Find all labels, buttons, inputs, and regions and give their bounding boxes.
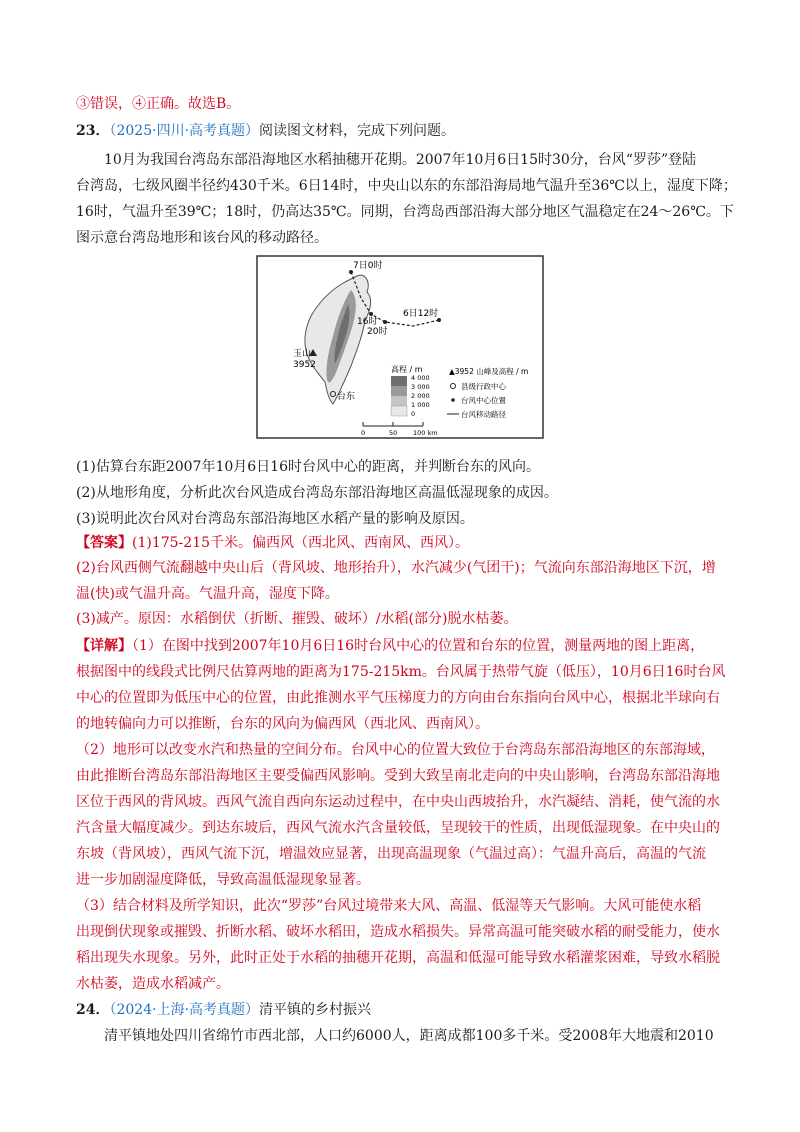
legend-elev-2000: 2 000 bbox=[411, 392, 430, 400]
legend-elevation-title: 高程 / m bbox=[391, 365, 423, 374]
detail-2-line-5: 东坡（背风坡），西风气流下沉，增温效应显著，出现高温现象（气温过高）：气温升高后，高温的气流 bbox=[76, 846, 706, 862]
legend-elev-1000: 1 000 bbox=[411, 401, 430, 409]
question-source: （2025·四川·高考真题） bbox=[109, 123, 260, 139]
legend-peak: ▲3952 山峰及高程 / m bbox=[449, 367, 529, 376]
detail-2-line-1: （2）地形可以改变水汽和热量的空间分布。台风中心的位置大致位于台湾岛东部沿海地区的东部海域， bbox=[76, 742, 715, 758]
detail-2-line-6: 进一步加剧湿度降低，导致高温低湿现象显著。 bbox=[76, 872, 370, 888]
legend-path: 台风移动路径 bbox=[461, 410, 506, 419]
label-taidong: 台东 bbox=[337, 392, 356, 402]
detail-1-line-2: 根据图中的线段式比例尺估算两地的距离为175-215km。台风属于热带气旋（低压），10月6日16时台风 bbox=[76, 664, 726, 680]
question-24-header bbox=[76, 1000, 726, 1020]
typhoon-center-20 bbox=[369, 312, 373, 316]
legend-county: 县级行政中心 bbox=[461, 382, 506, 391]
label-20: 20时 bbox=[367, 327, 388, 337]
legend-elev-0: 0 bbox=[411, 410, 416, 418]
scale-50: 50 bbox=[389, 429, 398, 437]
detail-tag: 【详解】 bbox=[76, 638, 132, 654]
legend-center: 台风中心位置 bbox=[461, 396, 506, 405]
detail-2-line-2: 由此推断台湾岛东部沿海地区主要受偏西风影响。受到大致呈南北走向的中央山影响，台湾岛东部沿海地 bbox=[76, 768, 720, 784]
question-23-header bbox=[76, 121, 726, 141]
scale-0: 0 bbox=[361, 429, 366, 437]
detail-1-line-4: 的地转偏向力可以推断，台东的风向为偏西风（西北风、西南风）。 bbox=[76, 716, 489, 732]
label-6d12: 6日12时 bbox=[403, 309, 439, 319]
q24-material-line-1: 清平镇地处四川省绵竹市西北部，人口约6000人，距离成都100多千米。受2008年大地震和2010 bbox=[104, 1028, 714, 1044]
detail-3-line-1: （3）结合材料及所学知识，此次“罗莎”台风过境带来大风、高温、低湿等天气影响。大风可能使水稻 bbox=[76, 898, 702, 914]
question-24-source: （2024·上海·高考真题） bbox=[109, 1002, 260, 1018]
question-24-number: 24． bbox=[76, 1002, 110, 1018]
label-yushan: 玉山 bbox=[293, 349, 312, 359]
material-line-2: 台湾岛，七级风圈半径约430千米。6日14时，中央山以东的东部沿海局地气温升至36℃以上，湿度下降； bbox=[76, 178, 737, 194]
sub-question-2: (2)从地形角度，分析此次台风造成台湾岛东部沿海地区高温低湿现象的成因。 bbox=[76, 485, 558, 501]
typhoon-center-16 bbox=[383, 320, 387, 324]
material-line-1: 10月为我国台湾岛东部沿海地区水稻抽穗开花期。2007年10月6日15时30分，台风“罗莎”登陆 bbox=[104, 152, 697, 168]
taiwan-typhoon-map bbox=[253, 254, 547, 440]
question-number: 23． bbox=[76, 123, 110, 139]
legend-center-icon bbox=[451, 398, 455, 402]
answer-tag: 【答案】 bbox=[76, 535, 132, 551]
detail-1-line-3: 中心的位置即为低压中心的位置，由此推测水平气压梯度力的方向由台东指向台风中心，根据北半球向右 bbox=[76, 690, 720, 706]
material-line-4: 图示意台湾岛地形和该台风的移动路径。 bbox=[76, 230, 328, 246]
material-line-3: 16时，气温升至39℃；18时，仍高达35℃。同期，台湾岛西部沿海大部分地区气温稳定在24～26℃。下 bbox=[76, 204, 734, 220]
legend-elev-4000: 4 000 bbox=[411, 374, 430, 382]
detail-3-line-4: 水枯萎，造成水稻减产。 bbox=[76, 976, 230, 992]
label-7d0: 7日0时 bbox=[353, 261, 383, 271]
legend-elev-3000: 3 000 bbox=[411, 383, 430, 391]
answer-2-line-1: (2)台风西侧气流翻越中央山后（背风坡、地形抬升），水汽减少(气团干)；气流向东部沿海地区下沉，增 bbox=[76, 560, 716, 576]
label-3952: 3952 bbox=[293, 360, 316, 370]
label-16: 16时 bbox=[357, 317, 378, 327]
detail-3-line-3: 稻出现失水现象。另外，此时正处于水稻的抽穗开花期，高温和低湿可能导致水稻灌浆困难，导致水稻脱 bbox=[76, 950, 720, 966]
answer-1: (1)175-215千米。偏西风（西北风、西南风、西风）。 bbox=[132, 535, 470, 551]
detail-2-line-3: 区位于西风的背风坡。西风气流自西向东运动过程中，在中央山西坡抬升，水汽凝结、消耗，使气流的水 bbox=[76, 794, 720, 810]
answer-2-line-2: 温(快)或气温升高。气温升高，湿度下降。 bbox=[76, 586, 339, 602]
sub-question-3: (3)说明此次台风对台湾岛东部沿海地区水稻产量的影响及原因。 bbox=[76, 511, 474, 527]
answer-3: (3)减产。原因：水稻倒伏（折断、摧毁、破坏）/水稻(部分)脱水枯萎。 bbox=[76, 611, 518, 627]
question-24-title: 清平镇的乡村振兴 bbox=[259, 1002, 372, 1018]
answer-line-1 bbox=[76, 533, 726, 553]
detail-3-line-2: 出现倒伏现象或摧毁、折断水稻、破坏水稻田，造成水稻损失。异常高温可能突破水稻的耐受能力，使水 bbox=[76, 924, 720, 940]
question-prompt: 阅读图文材料，完成下列问题。 bbox=[259, 123, 456, 139]
detail-1-line-1: 【详解】（1）在图中找到2007年10月6日16时台风中心的位置和台东的位置，测量两地的图上距离， bbox=[76, 638, 705, 654]
scale-100: 100 km bbox=[413, 429, 438, 437]
previous-answer-tail: ③错误，④正确。故选B。 bbox=[76, 96, 241, 112]
detail-2-line-4: 汽含量大幅度减少。到达东坡后，西风气流水汽含量较低，呈现较干的性质，出现低湿现象。在中央山的 bbox=[76, 820, 720, 836]
sub-question-1: (1)估算台东距2007年10月6日16时台风中心的距离，并判断台东的风向。 bbox=[76, 459, 540, 475]
